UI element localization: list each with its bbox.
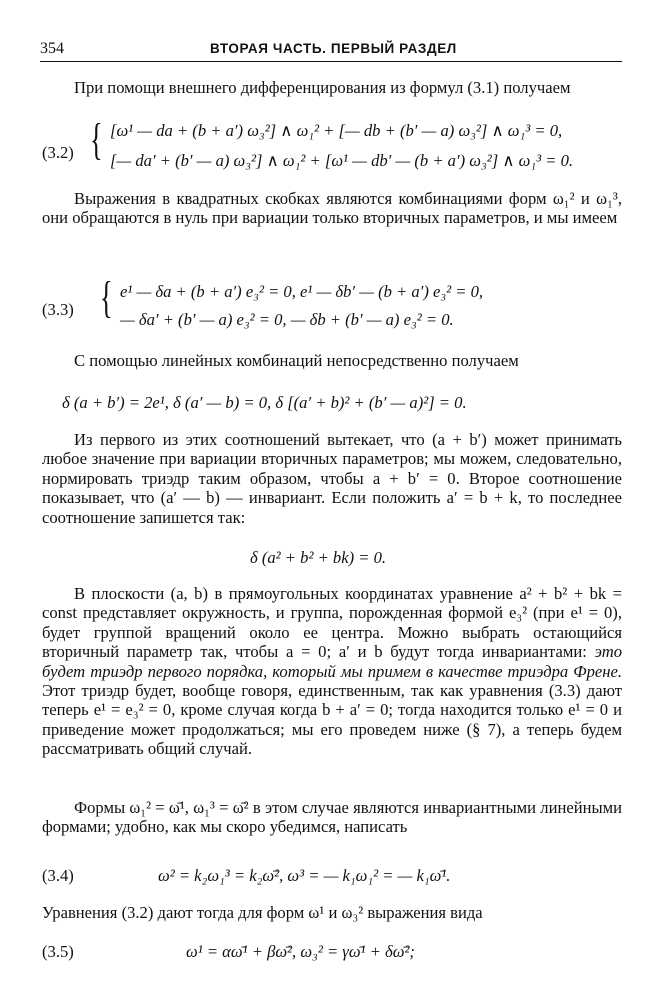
- equation-invariant: δ (a² + b² + bk) = 0.: [250, 548, 387, 567]
- equation-3-2-line-1: [ω¹ — da + (b + a′) ω₃²] ∧ ω₁² + [— db + (b′ — a) ω₃²] ∧ ω₁³ = 0,: [110, 121, 563, 140]
- equation-3-3-line-2: — δa′ + (b′ — a) e₃² = 0, — δb + (b′ — a) e₃² = 0.: [120, 310, 454, 329]
- paragraph-6: Формы ω₁² = ω̄¹, ω₁³ = ω̄² в этом случае являются инвариантными линейными формами; удобно, как мы скоро убедимся, написать: [42, 798, 622, 837]
- equation-3-5: ω¹ = αω̄¹ + βω̄², ω₃² = γω̄¹ + δω̄²;: [186, 942, 415, 961]
- header-rule: [40, 61, 622, 62]
- equation-3-2-label: (3.2): [42, 143, 74, 162]
- equation-3-5-label: (3.5): [42, 942, 74, 961]
- paragraph-5-part-a: В плоскости (a, b) в прямоугольных координатах уравнение a² + b² + bk = const представляет окружность, и группа, порожденная формой e₃² (при e¹ = 0), будет группой вращений около ее центра. Можно выбрать остающийся вторичный параметр так, чтобы a = 0; a′ и b будут тогда инвариантами:: [42, 584, 622, 662]
- paragraph-3: С помощью линейных комбинаций непосредственно получаем: [74, 351, 519, 370]
- paragraph-5-emphasis: это будет триэдр первого порядка, который мы примем в качестве триэдра Френе.: [42, 642, 622, 681]
- paragraph-7: Уравнения (3.2) дают тогда для форм ω¹ и ω₃² выражения вида: [42, 903, 483, 922]
- equation-3-3-line-1: e¹ — δa + (b + a′) e₃² = 0, e¹ — δb′ — (b + a′) e₃² = 0,: [120, 282, 484, 301]
- page-header: [40, 38, 620, 62]
- equation-3-2-line-2: [— da′ + (b′ — a) ω₃²] ∧ ω₁² + [ω¹ — db′ — (b + a′) ω₃²] ∧ ω₁³ = 0.: [110, 151, 574, 170]
- equation-3-4: ω² = k₂ω₁³ = k₂ω̄², ω³ = — k₁ω₁² = — k₁ω̄¹.: [158, 866, 451, 885]
- paragraph-2: Выражения в квадратных скобках являются комбинациями форм ω₁² и ω₁³, они обращаются в нуль при вариации только вторичных параметров, и мы имеем: [42, 189, 622, 228]
- paragraph-5-part-b: Этот триэдр будет, вообще говоря, единственным, так как уравнения (3.3) дают теперь e¹ = e₃² = 0, кроме случая когда b + a′ = 0; тогда находится только e¹ = 0 и приведение может продолжаться; мы его проведем ниже (§ 7), а теперь будем рассматривать общий случай.: [42, 681, 622, 759]
- equation-3-3-label: (3.3): [42, 300, 74, 319]
- equation-3-4-label: (3.4): [42, 866, 74, 885]
- paragraph-4: Из первого из этих соотношений вытекает, что (a + b′) может принимать любое значение при вариации вторичных параметров; мы можем, следовательно, нормировать триэдр таким образом, чтобы a + b′ = 0. Второе соотношение показывает, что (a′ — b) — инвариант. Если положить a′ = b + k, то последнее соотношение запишется так:: [42, 430, 622, 527]
- equation-3-2-brace: {: [90, 115, 103, 164]
- equation-3-3-brace: {: [100, 273, 113, 322]
- paragraph-1: При помощи внешнего дифференцирования из формул (3.1) получаем: [74, 78, 571, 97]
- running-title: ВТОРАЯ ЧАСТЬ. ПЕРВЫЙ РАЗДЕЛ: [210, 41, 457, 56]
- paragraph-5: [42, 584, 622, 759]
- page-number: 354: [40, 40, 64, 57]
- equation-delta-relations: δ (a + b′) = 2e¹, δ (a′ — b) = 0, δ [(a′ + b)² + (b′ — a)²] = 0.: [62, 393, 467, 412]
